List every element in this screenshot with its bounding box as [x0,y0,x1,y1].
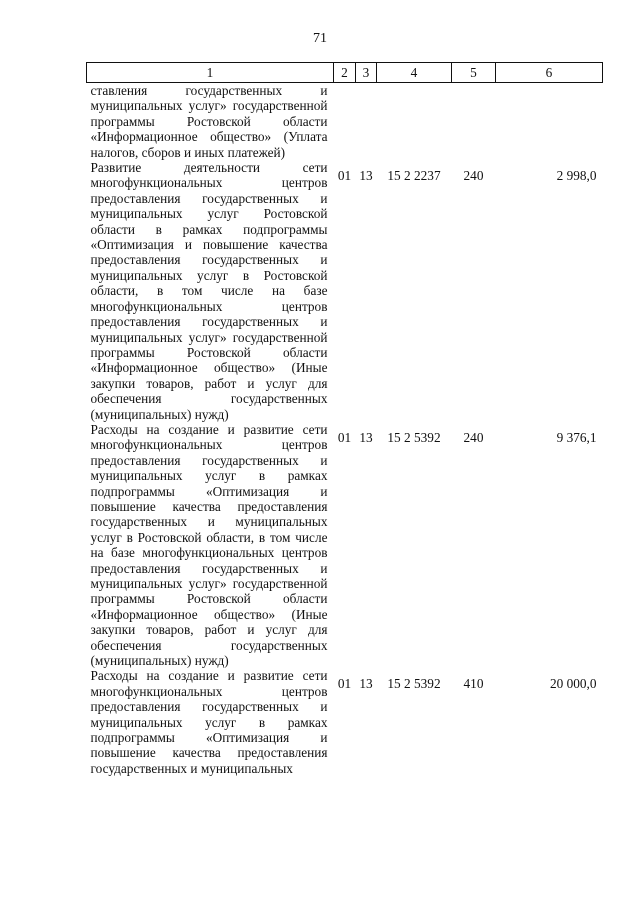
header-col-4: 4 [377,63,452,83]
row-amount: 9 376,1 [556,429,597,445]
row-rz: 01 [337,168,352,184]
page-number: 71 [313,31,327,46]
row-rz: 01 [337,429,352,445]
row-pr: 13 [359,676,373,692]
row-amount: 2 998,0 [556,168,597,184]
table-row [87,422,603,669]
table-row [87,83,603,161]
row-pr: 13 [359,168,373,184]
row-vr: 410 [463,676,484,692]
row-description: ставления государственных и муниципальных услуг» государственной программы Ростовской области «Информационное общество» (Уплата налогов, сборов и иных платежей) [90,83,328,160]
budget-table [86,62,603,776]
row-rz: 01 [337,676,352,692]
row-vr: 240 [463,168,484,184]
header-col-2: 2 [334,63,356,83]
table-row [87,668,603,776]
row-pr: 13 [359,429,373,445]
header-col-6: 6 [496,63,603,83]
header-col-5: 5 [452,63,496,83]
header-col-3: 3 [356,63,377,83]
header-col-1: 1 [87,63,334,83]
row-description: Развитие деятельности сети многофункциональных центров предоставления государственных и муниципальных услуг Ростовской области в рамках подпрограммы «Оптимизация и повышение качества предоставления государственных и муниципальных услуг в Ростовской области, в том числе на базе многофункциональных центров предоставления государственных и муниципальных услуг» государственной программы Ростовской области «Информационное общество» (Иные закупки товаров, работ и услуг для обеспечения государственных (муниципальных) нужд) [90,160,328,422]
row-description: Расходы на создание и развитие сети многофункциональных центров предоставления государственных и муниципальных услуг в рамках подпрограммы «Оптимизация и повышение качества предоставления государственных и муниципальных [90,668,328,776]
row-csr: 15 2 2237 [387,168,441,184]
row-csr: 15 2 5392 [387,676,441,692]
row-amount: 20 000,0 [549,676,597,692]
table-row [87,160,603,422]
row-vr: 240 [463,429,484,445]
row-description: Расходы на создание и развитие сети многофункциональных центров предоставления государственных и муниципальных услуг в рамках подпрограммы «Оптимизация и повышение качества предоставления государственных и муниципальных услуг в Ростовской области, в том числе на базе многофункциональных центров предоставления государственных и муниципальных услуг» государственной программы Ростовской области «Информационное общество» (Иные закупки товаров, работ и услуг для обеспечения государственных (муниципальных) нужд) [90,421,328,669]
row-csr: 15 2 5392 [387,429,441,445]
header-row [87,63,603,83]
